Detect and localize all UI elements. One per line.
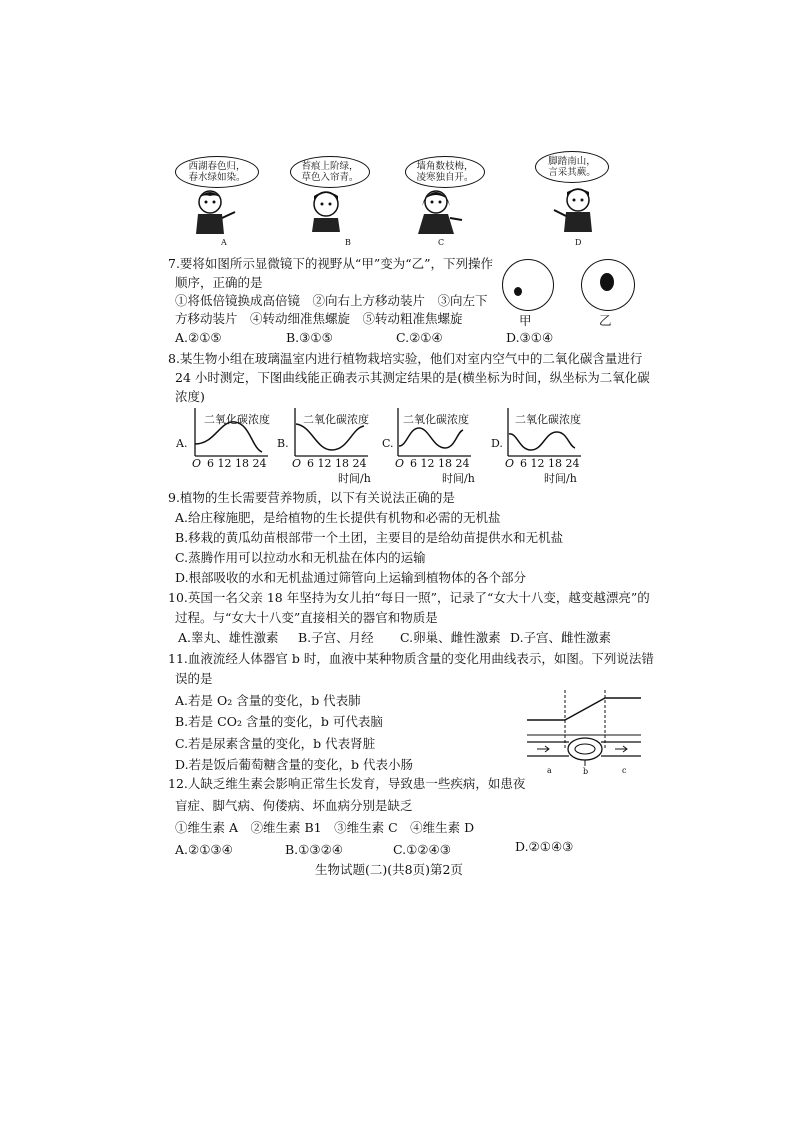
diagram-label-b: b — [583, 767, 589, 776]
child-cartoon-a-icon — [180, 190, 250, 240]
cartoon-letter-d: D — [575, 238, 582, 247]
q12-choice-b: B.①③②④ — [285, 842, 343, 857]
q9-option-a: A.给庄稼施肥，是给植物的生长提供有机物和必需的无机盐 — [175, 510, 501, 525]
q12-choice-c: C.①②④③ — [393, 842, 451, 857]
q7-choice-a: A.②①⑤ — [175, 330, 222, 345]
q9-option-d: D.根部吸收的水和无机盐通过筛管向上运输到植物体的各个部分 — [175, 570, 527, 585]
cartoon-letter-b: B — [345, 238, 351, 247]
cartoon-letter-c: C — [438, 238, 445, 247]
speech-bubble-c: 墙角数枝梅， 凌寒独自开。 — [405, 156, 485, 188]
q11-stem-line2: 误的是 — [175, 671, 213, 686]
q8-stem-line2: 24 小时测定，下图曲线能正确表示其测定结果的是(横坐标为时间，纵坐标为二氧化碳 — [175, 370, 650, 385]
speech-bubble-a: 西湖春色归， 春水绿如染。 — [175, 156, 259, 188]
child-cartoon-b-icon — [298, 190, 358, 240]
q7-choice-c: C.②①④ — [396, 330, 443, 345]
speech-bubble-b: 苔痕上阶绿， 草色入帘青。 — [290, 156, 370, 188]
q11-stem-line1: 11.血液流经人体器官 b 时，血液中某种物质含量的变化用曲线表示，如图。下列说法错 — [168, 651, 654, 666]
diagram-label-a: a — [547, 766, 552, 775]
q10-choice-c: C.卵巢、雌性激素 — [400, 630, 501, 645]
child-cartoon-c-icon — [410, 190, 470, 240]
q8-stem-line1: 8.某生物小组在玻璃温室内进行植物栽培实验，他们对室内空气中的二氧化碳含量进行 — [168, 351, 643, 366]
chart-b-plot — [290, 406, 370, 461]
diagram-label-c: c — [622, 766, 627, 775]
q11-option-c: C.若是尿素含量的变化，b 代表肾脏 — [175, 736, 376, 751]
chart-c-plot — [393, 406, 473, 461]
q12-options: ①维生素 A ②维生素 B1 ③维生素 C ④维生素 D — [175, 820, 475, 835]
q7-options-line2: 方移动装片 ④转动细准焦螺旋 ⑤转动粗准焦螺旋 — [175, 311, 463, 326]
q7-stem-line2: 顺序，正确的是 — [175, 275, 263, 290]
q7-choice-d: D.③①④ — [506, 330, 554, 345]
q12-choice-a: A.②①③④ — [175, 842, 233, 857]
q10-choice-b: B.子宫、月经 — [298, 630, 374, 645]
q11-option-b: B.若是 CO₂ 含量的变化，b 可代表脑 — [175, 714, 383, 729]
specimen-dot-jia-icon — [514, 287, 522, 296]
label-jia: 甲 — [519, 313, 532, 328]
q10-stem-line2: 过程。与“女大十八变”直接相关的器官和物质是 — [175, 610, 438, 625]
page-footer: 生物试题(二)(共8页)第2页 — [315, 862, 463, 877]
child-cartoon-d-icon — [548, 186, 608, 236]
cartoon-letter-a: A — [221, 238, 227, 247]
specimen-dot-yi-icon — [600, 273, 614, 291]
q9-option-b: B.移栽的黄瓜幼苗根部带一个土团，主要目的是给幼苗提供水和无机盐 — [175, 530, 564, 545]
q10-stem-line1: 10.英国一名父亲 18 年坚持为女儿拍“每日一照”，记录了“女大十八变，越变越漂亮”的 — [168, 590, 650, 605]
q8-stem-line3: 浓度) — [175, 389, 205, 404]
q11-option-a: A.若是 O₂ 含量的变化，b 代表肺 — [175, 693, 361, 708]
q12-choice-d: D.②①④③ — [515, 839, 574, 854]
q11-option-d: D.若是饭后葡萄糖含量的变化，b 代表小肠 — [175, 757, 414, 772]
q10-choice-a: A.睾丸、雄性激素 — [178, 630, 279, 645]
q7-choice-b: B.③①⑤ — [286, 330, 333, 345]
q9-option-c: C.蒸腾作用可以拉动水和无机盐在体内的运输 — [175, 550, 426, 565]
q7-options-line1: ①将低倍镜换成高倍镜 ②向右上方移动装片 ③向左下 — [175, 293, 488, 308]
q12-stem-line2: 盲症、脚气病、佝偻病、坏血病分别是缺乏 — [175, 798, 413, 813]
chart-a-plot — [190, 406, 270, 461]
q12-stem-line1: 12.人缺乏维生素会影响正常生长发育，导致患一些疾病，如患夜 — [168, 776, 526, 791]
chart-d-plot — [503, 406, 583, 461]
label-yi: 乙 — [599, 313, 612, 328]
q10-choice-d: D.子宫、雌性激素 — [510, 630, 612, 645]
q9-stem: 9.植物的生长需要营养物质，以下有关说法正确的是 — [168, 490, 455, 505]
microscope-field-jia — [502, 259, 554, 311]
q7-stem-line1: 7.要将如图所示显微镜下的视野从“甲”变为“乙”，下列操作 — [168, 256, 493, 271]
speech-bubble-d: 脚踏南山， 言采其蕨。 — [535, 151, 609, 183]
